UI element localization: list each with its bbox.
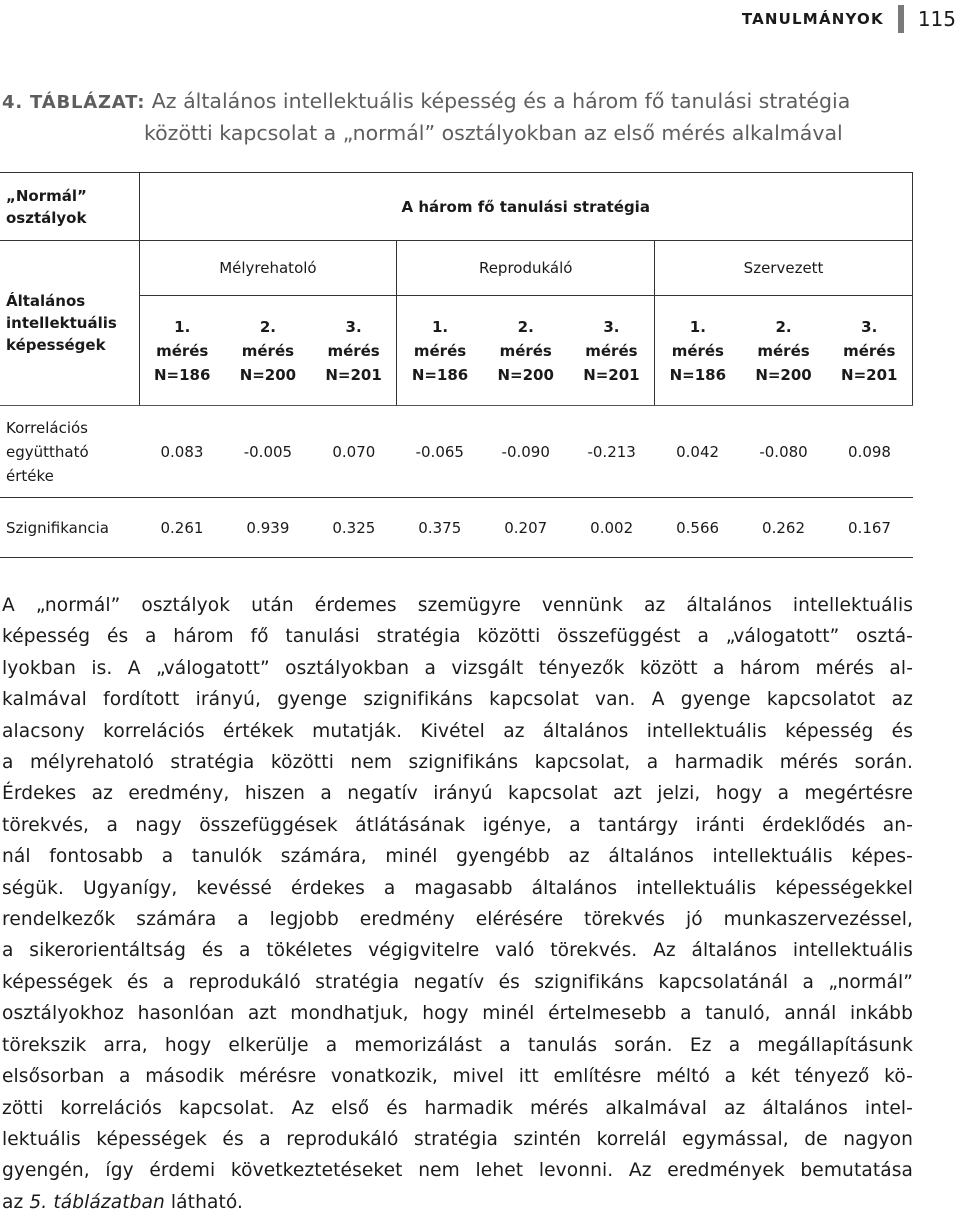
measure-size: N=186	[154, 365, 211, 384]
text-line: képesség és a három fő tanulási stratégia közötti összefüggést a „válogatott” osztá-	[2, 626, 913, 648]
measure-header	[569, 296, 655, 406]
measure-header	[827, 296, 913, 406]
measure-n: 3.	[861, 317, 878, 336]
strategy-header-reproductive	[397, 241, 655, 296]
text-fragment: látható.	[164, 1191, 243, 1213]
value-cell: 0.939	[225, 498, 311, 558]
page-number: 115	[917, 7, 956, 31]
caption-line-1: Az általános intellektuális képesség és a három fő tanulási stratégia	[151, 89, 851, 113]
measure-header	[741, 296, 827, 406]
row-label: Korrelációs együttható értéke	[6, 418, 89, 485]
measure-label: mérés	[499, 341, 552, 360]
measure-n: 2.	[775, 317, 792, 336]
measure-label: mérés	[585, 341, 638, 360]
text-line: Érdekes az eredmény, hiszen a negatív irányú kapcsolat azt jelzi, hogy a megértésre	[2, 783, 913, 805]
running-header	[742, 4, 960, 34]
strategy-label: Szervezett	[743, 259, 824, 277]
measure-n: 1.	[689, 317, 706, 336]
measure-n: 3.	[603, 317, 620, 336]
value-cell: -0.090	[501, 442, 550, 461]
value-cell: 0.002	[569, 498, 655, 558]
text-line: osztályokhoz hasonlóan azt mondhatjuk, hogy minél értelmesebb a tanuló, annál inkább	[2, 1003, 913, 1025]
text-line: a mélyrehatoló stratégia közötti nem szignifikáns kapcsolat, a harmadik mérés során.	[2, 752, 913, 774]
text-line: ségük. Ugyanígy, kevéssé érdekes a magasabb általános intellektuális képességekkel	[2, 877, 913, 899]
text-line: zötti korrelációs kapcsolat. Az első és harmadik mérés alkalmával az általános intel-	[2, 1097, 913, 1119]
measure-header	[225, 296, 311, 406]
text-line: lektuális képességek és a reprodukáló stratégia szintén korrelál egymással, de nagyon	[2, 1128, 913, 1150]
measure-size: N=201	[583, 365, 640, 384]
row-label: Szignifikancia	[0, 498, 139, 558]
measure-size: N=200	[497, 365, 554, 384]
measure-label: mérés	[671, 341, 724, 360]
value-cell: -0.080	[759, 442, 808, 461]
measure-size: N=200	[755, 365, 812, 384]
value-cell: 0.261	[139, 498, 225, 558]
value-cell: 0.375	[397, 498, 483, 558]
text-line: nál fontosabb a tanulók számára, minél gyengébb az általános intellektuális képes-	[2, 846, 913, 868]
measure-n: 3.	[345, 317, 362, 336]
text-line: elsősorban a második mérésre vonatkozik, mivel itt említésre méltó a két tényező kö-	[2, 1066, 913, 1088]
measure-label: mérés	[156, 341, 209, 360]
measure-n: 1.	[431, 317, 449, 336]
measure-size: N=186	[669, 365, 727, 384]
corner-bottom-cell	[0, 241, 139, 406]
measure-header	[655, 296, 741, 406]
measure-header	[483, 296, 569, 406]
measure-header	[139, 296, 225, 406]
text-line: kalmával fordított irányú, gyenge szignifikáns kapcsolat van. A gyenge kapcsolatot az	[2, 689, 913, 711]
measure-size: N=201	[841, 365, 898, 384]
table-row	[0, 406, 913, 498]
strategy-group-header	[139, 173, 913, 241]
value-cell: 0.083	[160, 442, 204, 461]
text-line: alacsony korrelációs értékek mutatják. Kivétel az általános intellektuális képesség és	[2, 720, 913, 742]
text-line: képességek és a reprodukáló stratégia negatív és szignifikáns kapcsolatánál a „normál”	[2, 971, 913, 993]
text-line: törekszik arra, hogy elkerülje a memorizálást a tanulás során. Ez a megállapításunk	[2, 1034, 913, 1056]
section-title: TANULMÁNYOK	[741, 10, 884, 28]
value-cell: -0.005	[243, 442, 293, 461]
text-line: rendelkezők számára a legjobb eredmény elérésére törekvés jó munkaszervezéssel,	[2, 909, 913, 931]
strategy-group-label: A három fő tanulási stratégia	[401, 197, 650, 216]
corner-bottom-label: Általános intellektuális képességek	[6, 292, 117, 354]
measure-label: mérés	[413, 341, 467, 360]
value-cell: 0.262	[741, 498, 827, 558]
results-table	[0, 172, 913, 558]
text-line: gyengén, így érdemi következtetéseket nem lehet levonni. Az eredmények bemutatása	[2, 1160, 913, 1182]
measure-header	[397, 296, 483, 406]
measure-label: mérés	[241, 341, 295, 360]
header-separator	[898, 5, 904, 33]
strategy-label: Reprodukáló	[478, 259, 573, 277]
measure-size: N=201	[325, 365, 382, 384]
body-paragraph	[2, 590, 913, 1218]
measure-size: N=186	[411, 365, 469, 384]
value-cell: 0.325	[311, 498, 397, 558]
strategy-header-organized	[655, 241, 913, 296]
value-cell: -0.065	[415, 442, 464, 461]
value-cell: -0.213	[587, 442, 636, 461]
text-line: a sikerorientáltság és a tökéletes végigvitelre való törekvés. Az általános intellektuális	[2, 940, 913, 962]
text-fragment: az	[2, 1191, 30, 1213]
text-line-last	[2, 1187, 913, 1218]
measure-n: 2.	[259, 317, 276, 336]
text-line: A „normál” osztályok után érdemes szemügyre vennünk az általános intellektuális	[2, 595, 913, 616]
measure-header	[311, 296, 397, 406]
value-cell: 0.098	[848, 442, 891, 461]
value-cell: 0.207	[483, 498, 569, 558]
corner-top-label: „Normál” osztályok	[6, 186, 87, 227]
caption-line-2: közötti kapcsolat a „normál” osztályokban az első mérés alkalmával	[144, 121, 843, 145]
strategy-header-deep	[139, 241, 397, 296]
table-row	[0, 498, 913, 558]
value-cell: 0.042	[676, 442, 720, 461]
measure-label: mérés	[757, 341, 810, 360]
text-line: lyokban is. A „válogatott” osztályokban a vizsgált tényezők között a három mérés al-	[2, 657, 913, 679]
caption-label: 4. TÁBLÁZAT:	[2, 92, 146, 113]
measure-label: mérés	[327, 341, 380, 360]
measure-n: 1.	[174, 317, 191, 336]
measure-label: mérés	[843, 341, 896, 360]
strategy-label: Mélyrehatoló	[219, 259, 317, 277]
value-cell: 0.167	[827, 498, 913, 558]
value-cell: 0.566	[655, 498, 741, 558]
measure-n: 2.	[517, 317, 534, 336]
table-caption	[2, 86, 932, 149]
measure-size: N=200	[239, 365, 297, 384]
table-reference: 5. táblázatban	[29, 1191, 165, 1213]
text-line: törekvés, a nagy összefüggések átlátásának igénye, a tantárgy iránti érdeklődés an-	[2, 814, 913, 836]
corner-top-cell	[0, 173, 139, 241]
value-cell: 0.070	[332, 442, 376, 461]
